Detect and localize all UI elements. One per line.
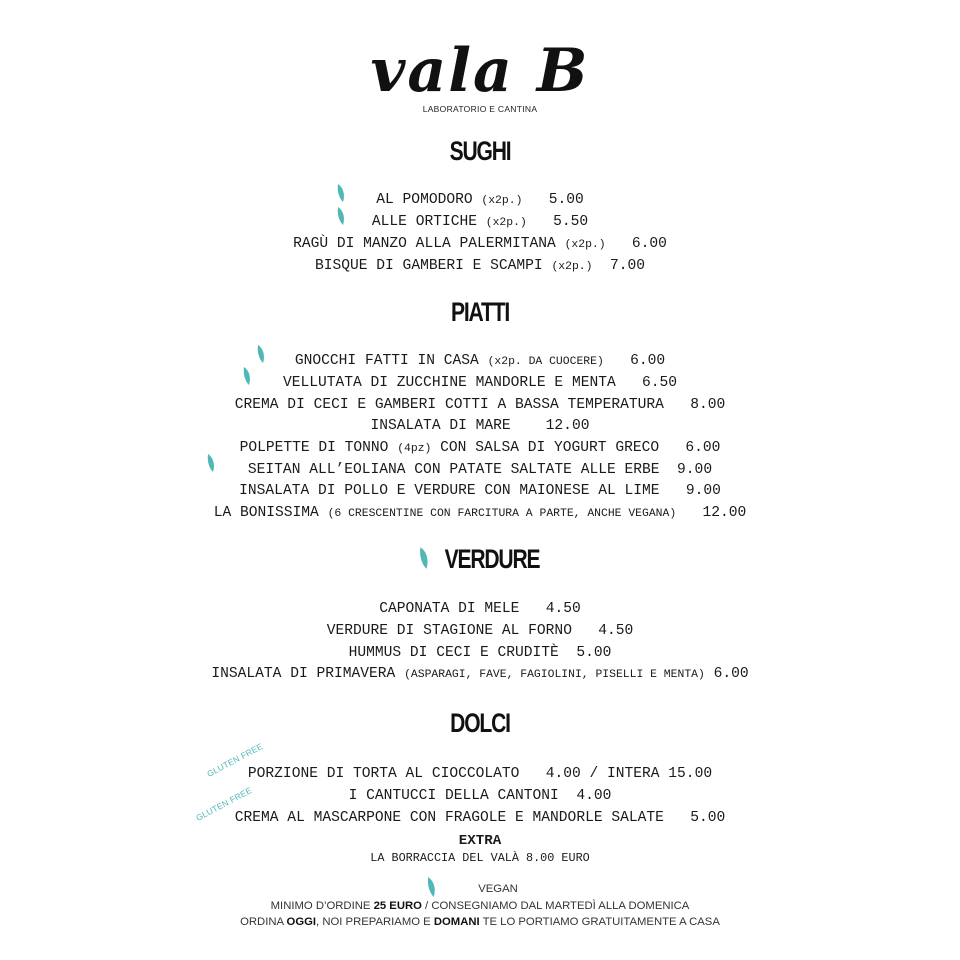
menu-item: GNOCCHI FATTI IN CASA (x2p. DA CUOCERE) 6.00 [294, 353, 666, 369]
menu-item: AL POMODORO (x2p.) 5.00 [376, 192, 584, 208]
menu-item: INSALATA DI MARE 12.00 [370, 418, 590, 434]
menu-item: POLPETTE DI TONNO (4pz) CON SALSA DI YOGURT GRECO 6.00 [239, 440, 721, 456]
extra-title: EXTRA [458, 833, 502, 849]
menu-item: PORZIONE DI TORTA AL CIOCCOLATO 4.00 / INTERA 15.00 [247, 766, 713, 782]
legend-vegan-label: VEGAN [478, 883, 518, 895]
section-title-dolci: DOLCI [450, 708, 510, 738]
menu-item: INSALATA DI POLLO E VERDURE CON MAIONESE AL LIME 9.00 [239, 483, 721, 499]
menu-item: INSALATA DI PRIMAVERA (ASPARAGI, FAVE, FAGIOLINI, PISELLI E MENTA) 6.00 [211, 666, 749, 682]
menu-item: LA BONISSIMA (6 CRESCENTINE CON FARCITURA A PARTE, ANCHE VEGANA) 12.00 [213, 505, 747, 521]
menu-item: HUMMUS DI CECI E CRUDITÈ 5.00 [348, 645, 612, 661]
gluten-free-badge: GLUTEN FREE [205, 741, 265, 779]
section-title-piatti: PIATTI [450, 297, 510, 327]
footer-line-2: ORDINA OGGI, NOI PREPARIAMO E DOMANI TE LO PORTIAMO GRATUITAMENTE A CASA [240, 916, 720, 928]
menu-item: CAPONATA DI MELE 4.50 [379, 601, 581, 617]
menu-item: VERDURE DI STAGIONE AL FORNO 4.50 [326, 623, 634, 639]
logo-mark: vala B [370, 36, 590, 106]
menu-item: CREMA DI CECI E GAMBERI COTTI A BASSA TEMPERATURA 8.00 [234, 397, 726, 413]
menu-item: BISQUE DI GAMBERI E SCAMPI (x2p.) 7.00 [314, 258, 646, 274]
menu-item: ALLE ORTICHE (x2p.) 5.50 [371, 214, 589, 230]
footer-line-1: MINIMO D’ORDINE 25 EURO / CONSEGNIAMO DAL MARTEDÌ ALLA DOMENICA [270, 900, 690, 912]
menu-item: VELLUTATA DI ZUCCHINE MANDORLE E MENTA 6.50 [282, 375, 678, 391]
menu-item: CREMA AL MASCARPONE CON FRAGOLE E MANDORLE SALATE 5.00 [234, 810, 726, 826]
logo-subtitle: LABORATORIO E CANTINA [422, 104, 538, 114]
section-title-verdure: VERDURE [444, 544, 540, 574]
section-title-sughi: SUGHI [449, 136, 511, 166]
menu-item: RAGÙ DI MANZO ALLA PALERMITANA (x2p.) 6.00 [293, 236, 667, 252]
extra-text: LA BORRACCIA DEL VALÀ 8.00 EURO [370, 851, 590, 865]
gluten-free-badge: GLUTEN FREE [194, 785, 254, 823]
menu-item: SEITAN ALL’EOLIANA CON PATATE SALTATE ALLE ERBE 9.00 [247, 462, 713, 478]
logo [0, 36, 960, 114]
menu-item: I CANTUCCI DELLA CANTONI 4.00 [348, 788, 612, 804]
